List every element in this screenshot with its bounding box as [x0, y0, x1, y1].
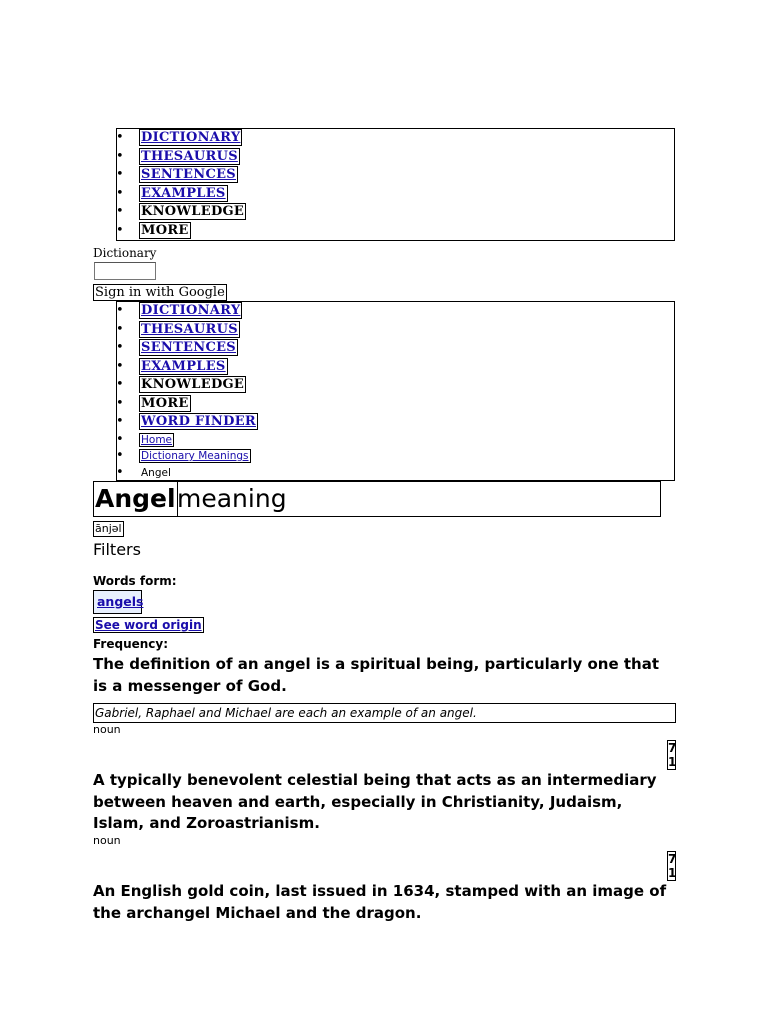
- main-nav-item-knowledge[interactable]: [117, 376, 674, 395]
- top-nav-button-more[interactable]: MORE: [141, 222, 189, 238]
- main-nav-item-dictionary[interactable]: [117, 302, 674, 321]
- top-nav-button-knowledge[interactable]: KNOWLEDGE: [141, 204, 245, 219]
- top-nav-item-examples[interactable]: [117, 185, 674, 204]
- vote-counter-bottom: 1: [668, 866, 677, 880]
- title-suffix: meaning: [177, 484, 287, 513]
- page-title: [93, 481, 661, 517]
- search-input[interactable]: [94, 262, 156, 280]
- word-form-link[interactable]: angels: [97, 594, 144, 609]
- part-of-speech: noun: [93, 723, 121, 736]
- breadcrumb-item-home[interactable]: [117, 432, 674, 449]
- word-form-chip[interactable]: [93, 590, 142, 614]
- top-nav-link-dictionary[interactable]: DICTIONARY: [141, 130, 241, 145]
- top-nav-item-dictionary[interactable]: [117, 129, 674, 148]
- definition-text: An English gold coin, last issued in 1634, stamped with an image of the archangel Michael and the dragon.: [93, 882, 667, 922]
- pronunciation-button[interactable]: ānjəl: [95, 522, 122, 535]
- main-nav-button-more[interactable]: MORE: [141, 395, 189, 411]
- main-nav-item-sentences[interactable]: [117, 339, 674, 358]
- vote-counter[interactable]: [667, 851, 676, 881]
- main-nav-link-examples[interactable]: EXAMPLES: [141, 358, 226, 374]
- main-nav-link-sentences[interactable]: SENTENCES: [141, 340, 236, 355]
- top-nav-item-thesaurus[interactable]: [117, 148, 674, 167]
- filters-heading: Filters: [93, 540, 141, 559]
- definition-example: Gabriel, Raphael and Michael are each an example of an angel.: [93, 703, 676, 723]
- top-nav-item-more[interactable]: [117, 222, 674, 241]
- top-nav-link-sentences[interactable]: SENTENCES: [141, 167, 236, 182]
- main-nav-button-knowledge[interactable]: KNOWLEDGE: [141, 377, 245, 392]
- vote-counter[interactable]: [667, 740, 676, 770]
- vote-counter-bottom: 1: [668, 755, 677, 769]
- main-nav-list: [116, 301, 675, 481]
- headword: Angel: [94, 482, 178, 516]
- sign-in-google-button[interactable]: Sign in with Google: [95, 285, 225, 300]
- definition-text: A typically benevolent celestial being that acts as an intermediary between heaven and earth, especially in Christianity, Judaism, Islam, and Zoroastrianism.: [93, 771, 657, 832]
- breadcrumb-link-home[interactable]: Home: [141, 433, 173, 446]
- breadcrumb-link-dictionary-meanings[interactable]: Dictionary Meanings: [141, 450, 249, 462]
- main-nav-link-word-finder[interactable]: WORD FINDER: [141, 414, 257, 429]
- top-nav-list: [116, 128, 675, 241]
- main-nav-item-word-finder[interactable]: [117, 413, 674, 432]
- top-nav-item-sentences[interactable]: [117, 166, 674, 185]
- top-nav-link-thesaurus[interactable]: THESAURUS: [141, 148, 238, 164]
- breadcrumb-item-current: [117, 465, 674, 482]
- search-scope-label: Dictionary: [93, 246, 157, 260]
- main-nav-item-examples[interactable]: [117, 358, 674, 377]
- top-nav-item-knowledge[interactable]: [117, 203, 674, 222]
- frequency-label: Frequency:: [93, 637, 169, 651]
- vote-counter-top: 7: [668, 741, 677, 755]
- top-nav-link-examples[interactable]: EXAMPLES: [141, 185, 226, 201]
- part-of-speech: noun: [93, 834, 121, 847]
- see-word-origin-link[interactable]: See word origin: [95, 618, 202, 632]
- words-form-label: Words form:: [93, 574, 177, 588]
- definition-text: The definition of an angel is a spiritual being, particularly one that is a messenger of God.: [93, 655, 659, 695]
- main-nav-item-thesaurus[interactable]: [117, 321, 674, 340]
- main-nav-link-dictionary[interactable]: DICTIONARY: [141, 303, 241, 318]
- vote-counter-top: 7: [668, 852, 677, 866]
- main-nav-item-more[interactable]: [117, 395, 674, 414]
- breadcrumb-current-page: Angel: [141, 466, 171, 479]
- main-nav-link-thesaurus[interactable]: THESAURUS: [141, 321, 238, 337]
- breadcrumb-item-dictionary-meanings[interactable]: [117, 448, 674, 465]
